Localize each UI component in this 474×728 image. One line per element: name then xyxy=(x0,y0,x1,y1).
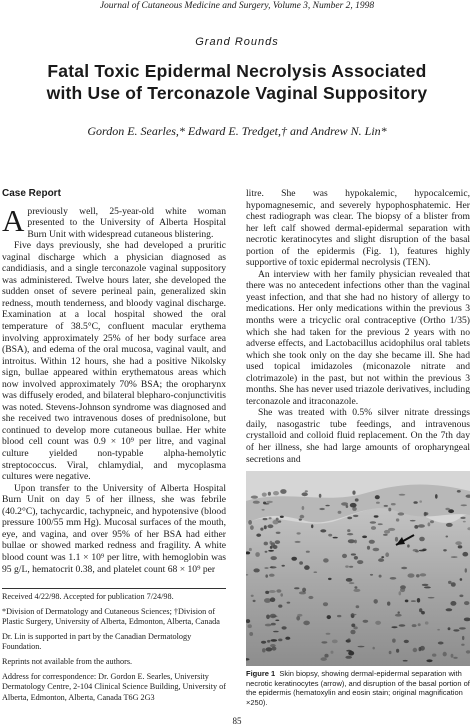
footnote-received: Received 4/22/98. Accepted for publication 7/24/98. xyxy=(2,592,174,601)
cell-nucleus xyxy=(321,641,327,643)
cell-nucleus xyxy=(416,574,420,577)
cell-nucleus xyxy=(371,526,376,530)
cell-nucleus xyxy=(297,532,301,534)
cell-nucleus xyxy=(278,605,282,608)
cell-nucleus xyxy=(438,642,444,645)
cell-nucleus xyxy=(311,524,313,528)
cell-nucleus xyxy=(448,627,451,630)
cell-nucleus xyxy=(347,533,353,535)
cell-nucleus xyxy=(306,551,310,553)
cell-nucleus xyxy=(265,551,268,553)
cell-nucleus xyxy=(350,614,356,616)
cell-nucleus xyxy=(388,528,395,531)
cell-nucleus xyxy=(446,536,449,538)
journal-header: Journal of Cutaneous Medicine and Surgery, Volume 3, Number 2, 1998 xyxy=(99,1,375,11)
cell-nucleus xyxy=(417,598,420,603)
cell-nucleus xyxy=(419,537,425,542)
cell-nucleus xyxy=(253,600,256,602)
cell-nucleus xyxy=(251,595,254,597)
cell-nucleus xyxy=(348,638,351,641)
cell-nucleus xyxy=(267,524,273,528)
cell-nucleus xyxy=(325,505,329,507)
cell-nucleus xyxy=(373,548,380,551)
cell-nucleus xyxy=(276,518,279,521)
cell-nucleus xyxy=(345,656,352,659)
case-report-heading: Case Report xyxy=(2,188,61,199)
cell-nucleus xyxy=(321,657,327,661)
cell-nucleus xyxy=(341,502,348,505)
cell-nucleus xyxy=(248,520,252,525)
cell-nucleus xyxy=(338,511,342,514)
paragraph-4: litre. She was hypokalemic, hypocalcemic, hypomagnesemic, and severely hypophosphatemic. Her chest radiograph was clear. The biopsy of a blister from her left calf showed dermal-epidermal separation with necrotic keratinocytes and slight disruption of the basal portion of the epidermis (Fig. 1), features highly supportive of toxic epidermal necrolysis (TEN). xyxy=(246,188,470,269)
cell-nucleus xyxy=(266,647,273,651)
title-line-2: with Use of Terconazole Vaginal Suppository xyxy=(46,83,428,103)
paragraph-1 xyxy=(2,202,226,241)
cell-nucleus xyxy=(253,501,260,504)
cell-nucleus xyxy=(450,601,456,606)
cell-nucleus xyxy=(464,601,469,605)
cell-nucleus xyxy=(356,605,360,608)
cell-nucleus xyxy=(369,540,375,544)
cell-nucleus xyxy=(451,582,456,587)
cell-nucleus xyxy=(460,578,463,581)
cell-nucleus xyxy=(387,602,390,606)
cell-nucleus xyxy=(451,556,458,558)
cell-nucleus xyxy=(398,611,400,613)
cell-nucleus xyxy=(453,657,457,659)
cell-nucleus xyxy=(327,615,331,619)
cell-nucleus xyxy=(400,588,405,592)
title-line-1: Fatal Toxic Epidermal Necrolysis Associated xyxy=(47,61,427,81)
cell-nucleus xyxy=(270,614,277,618)
cell-nucleus xyxy=(271,639,278,642)
cell-nucleus xyxy=(385,552,389,557)
cell-nucleus xyxy=(375,621,381,625)
cell-nucleus xyxy=(249,548,252,551)
cell-nucleus xyxy=(345,565,349,567)
cell-nucleus xyxy=(262,509,265,511)
cell-nucleus xyxy=(273,520,279,525)
cell-nucleus xyxy=(413,501,417,504)
cell-nucleus xyxy=(276,589,281,592)
cell-nucleus xyxy=(424,512,428,515)
cell-nucleus xyxy=(323,558,329,562)
cell-nucleus xyxy=(407,544,410,547)
cell-nucleus xyxy=(265,624,272,627)
cell-nucleus xyxy=(263,503,269,505)
cell-nucleus xyxy=(357,560,363,564)
cell-nucleus xyxy=(448,509,454,513)
cell-nucleus xyxy=(303,621,310,626)
cell-nucleus xyxy=(287,602,291,604)
cell-nucleus xyxy=(398,512,405,515)
cell-nucleus xyxy=(291,557,297,561)
cell-nucleus xyxy=(396,649,399,653)
cell-nucleus xyxy=(350,503,357,508)
cell-nucleus xyxy=(404,640,409,643)
cell-nucleus xyxy=(308,596,313,599)
cell-nucleus xyxy=(278,520,281,522)
paragraph-3: Upon transfer to the University of Alberta Hospital Burn Unit on day 5 of her illness, she was febrile (40.2°C), tachycardic, tachypneic, and hypotensive (blood pressure 100/55 mm Hg). Mucosal surfaces of the mouth, eye, and vagina, and over 95% of her BSA had either bullae or showed marked redness and fragility. A white blood count was 1.1 × 10⁹ per litre, with hemoglobin was 95 g/L, hematocrit 0.38, and platelet count 68 × 10⁹ per xyxy=(2,482,226,575)
cell-nucleus xyxy=(420,573,427,576)
cell-nucleus xyxy=(355,498,359,501)
cell-nucleus xyxy=(373,647,375,650)
cell-nucleus xyxy=(270,541,273,545)
left-column xyxy=(2,188,226,575)
cell-nucleus xyxy=(266,501,272,503)
figure-label: Figure 1 xyxy=(246,669,276,678)
cell-nucleus xyxy=(396,518,399,521)
cell-nucleus xyxy=(337,615,341,617)
cell-nucleus xyxy=(250,525,254,530)
cell-nucleus xyxy=(389,651,392,655)
footnotes xyxy=(2,592,226,707)
cell-nucleus xyxy=(269,574,275,577)
figure-caption xyxy=(246,669,470,707)
cell-nucleus xyxy=(378,558,384,562)
cell-nucleus xyxy=(267,640,270,643)
cell-nucleus xyxy=(374,515,379,517)
cell-nucleus xyxy=(351,624,355,628)
cell-nucleus xyxy=(370,574,373,576)
cell-nucleus xyxy=(278,639,282,642)
cell-nucleus xyxy=(384,505,388,507)
cell-nucleus xyxy=(351,553,356,555)
cell-nucleus xyxy=(328,578,332,580)
cell-nucleus xyxy=(418,623,421,626)
cell-nucleus xyxy=(458,545,463,548)
cell-nucleus xyxy=(425,621,429,624)
cell-nucleus xyxy=(272,647,277,651)
cell-nucleus xyxy=(285,637,290,640)
cell-nucleus xyxy=(378,523,383,525)
cell-nucleus xyxy=(260,528,263,531)
cell-nucleus xyxy=(408,573,415,577)
cell-nucleus xyxy=(300,515,305,519)
cell-nucleus xyxy=(248,624,252,628)
cell-nucleus xyxy=(270,597,275,602)
cell-nucleus xyxy=(430,520,434,523)
cell-nucleus xyxy=(428,522,431,526)
cell-nucleus xyxy=(265,591,269,594)
cell-nucleus xyxy=(370,521,376,524)
cell-nucleus xyxy=(401,567,407,570)
cell-nucleus xyxy=(419,647,422,651)
cell-nucleus xyxy=(375,495,380,499)
cell-nucleus xyxy=(455,541,462,545)
cell-nucleus xyxy=(362,536,367,539)
article-title xyxy=(0,60,474,104)
cell-nucleus xyxy=(269,517,272,519)
cell-nucleus xyxy=(319,508,325,510)
cell-nucleus xyxy=(352,491,355,495)
cell-nucleus xyxy=(273,631,279,633)
section-label: Grand Rounds xyxy=(195,36,279,48)
cell-nucleus xyxy=(395,537,398,542)
cell-nucleus xyxy=(411,600,416,602)
cell-nucleus xyxy=(451,654,454,658)
cell-nucleus xyxy=(461,644,464,646)
cell-nucleus xyxy=(280,593,283,596)
cell-nucleus xyxy=(302,492,308,496)
cell-nucleus xyxy=(410,520,416,522)
cell-nucleus xyxy=(264,567,268,569)
cell-nucleus xyxy=(457,490,461,493)
cell-nucleus xyxy=(326,633,331,635)
cell-nucleus xyxy=(376,502,380,504)
cell-nucleus xyxy=(275,540,280,544)
cell-nucleus xyxy=(299,561,303,565)
cell-nucleus xyxy=(418,524,425,528)
cell-nucleus xyxy=(249,632,253,636)
cell-nucleus xyxy=(331,651,334,654)
right-column xyxy=(246,188,470,465)
cell-nucleus xyxy=(269,590,276,593)
biopsy-micrograph xyxy=(246,471,470,666)
cell-nucleus xyxy=(367,546,370,550)
cell-nucleus xyxy=(268,492,271,496)
cell-nucleus xyxy=(268,550,274,552)
paragraph-6: She was treated with 0.5% silver nitrate dressings daily, nasogastric tube feedings, and intravenous crystalloid and colloid fluid replacement. On the 7th day of her illness, she had large amounts of oropharyngeal secretions and xyxy=(246,407,470,465)
cell-nucleus xyxy=(405,600,409,603)
cell-nucleus xyxy=(282,626,287,629)
cell-nucleus xyxy=(463,521,466,523)
cell-nucleus xyxy=(391,626,397,628)
cell-nucleus xyxy=(280,489,286,494)
cell-nucleus xyxy=(294,587,299,589)
cell-nucleus xyxy=(413,549,418,552)
cell-nucleus xyxy=(349,566,353,568)
cell-nucleus xyxy=(462,552,468,557)
cell-nucleus xyxy=(388,508,391,512)
cell-nucleus xyxy=(379,575,382,578)
cell-nucleus xyxy=(381,556,384,558)
cell-nucleus xyxy=(282,565,285,567)
cell-nucleus xyxy=(374,599,378,604)
cell-nucleus xyxy=(414,525,418,529)
cell-nucleus xyxy=(275,620,279,622)
cell-nucleus xyxy=(302,588,306,593)
cell-nucleus xyxy=(413,648,418,652)
cell-nucleus xyxy=(428,597,435,599)
cell-nucleus xyxy=(255,552,260,557)
cell-nucleus xyxy=(302,506,305,510)
cell-nucleus xyxy=(264,598,271,603)
figure-caption-text: Skin biopsy, showing dermal-epidermal separation with necrotic keratinocytes (arrow), and disruption of the basal portion of the epidermis (hematoxylin and eosin stain; original magnification ×250). xyxy=(246,669,470,707)
footnote-divider xyxy=(2,588,226,589)
cell-nucleus xyxy=(319,494,322,498)
cell-nucleus xyxy=(299,519,302,521)
cell-nucleus xyxy=(265,574,268,577)
cell-nucleus xyxy=(264,542,268,546)
footnote-affiliations: *Division of Dermatology and Cutaneous Sciences; †Division of Plastic Surgery, University of Alberta, Edmonton, Alberta, Canada xyxy=(2,606,220,627)
cell-nucleus xyxy=(347,517,352,520)
cell-nucleus xyxy=(333,537,338,539)
cell-nucleus xyxy=(422,584,429,586)
cell-nucleus xyxy=(426,659,432,662)
cell-nucleus xyxy=(280,516,284,518)
cell-nucleus xyxy=(261,641,266,644)
cell-nucleus xyxy=(358,646,365,648)
cell-nucleus xyxy=(305,490,308,492)
cell-nucleus xyxy=(354,556,358,560)
paragraph-5: An interview with her family physician revealed that there was no antecedent infections other than the vaginal yeast infection, and that she had no history of allergy to medications. Her only medications within the previous 3 months were a tricyclic oral contraceptive (Ortho 1/35) which she had taken for the previous 2 years with no adverse effects, and Lactobacillus acidophilus oral tablets which she took only on the day she became ill. She had used topical imidazoles (miconazole nitrate and clotrimazole) in the past, but not within the previous 3 months. She has never used triazole derivatives, including terconazole and itraconazole. xyxy=(246,268,470,407)
cell-nucleus xyxy=(459,627,466,629)
paragraph-1-text: previously well, 25-year-old white woman presented to the University of Alberta Hospital Burn Unit with widespread cutaneous blistering. xyxy=(27,205,226,240)
cell-nucleus xyxy=(346,650,352,652)
cell-nucleus xyxy=(332,640,338,644)
cell-nucleus xyxy=(462,636,464,640)
page-number: 85 xyxy=(232,716,242,726)
cell-nucleus xyxy=(460,517,465,519)
cell-nucleus xyxy=(459,595,463,598)
cell-nucleus xyxy=(399,624,406,626)
cell-nucleus xyxy=(435,494,438,499)
author-list: Gordon E. Searles,* Edward E. Tredget,† and Andrew N. Lin* xyxy=(87,124,387,138)
cell-nucleus xyxy=(264,525,267,529)
cell-nucleus xyxy=(446,523,453,527)
cell-nucleus xyxy=(432,654,436,657)
footnote-support: Dr. Lin is supported in part by the Canadian Dermatology Foundation. xyxy=(2,631,192,652)
cell-nucleus xyxy=(342,554,347,558)
cell-nucleus xyxy=(262,493,267,497)
cell-nucleus xyxy=(419,500,422,502)
cell-nucleus xyxy=(419,608,422,612)
cell-nucleus xyxy=(256,534,261,537)
cell-nucleus xyxy=(399,591,402,595)
drop-cap: A xyxy=(2,202,25,238)
cell-nucleus xyxy=(297,614,302,617)
cell-nucleus xyxy=(443,549,447,551)
cell-nucleus xyxy=(314,571,318,573)
dermis-layer xyxy=(246,507,470,666)
footnote-correspondence: Address for correspondence: Dr. Gordon E. Searles, University Dermatology Centre, 2-104 Clinical Science Building, University of Alberta, Edmonton, Alberta, Canada T6G 2G3 xyxy=(2,671,226,702)
cell-nucleus xyxy=(446,608,453,611)
cell-nucleus xyxy=(383,534,388,536)
cell-nucleus xyxy=(465,568,467,572)
cell-nucleus xyxy=(354,586,357,588)
cell-nucleus xyxy=(453,629,459,631)
cell-nucleus xyxy=(263,518,268,520)
cell-nucleus xyxy=(320,529,326,532)
cell-nucleus xyxy=(273,491,279,495)
micrograph-image xyxy=(246,471,470,666)
paragraph-2: Five days previously, she had developed a pruritic vaginal discharge which a physician diagnosed as candidiasis, and a single terconazole vaginal suppository was administered. Twelve hours later, she developed the sudden onset of severe perineal pain, generalized skin redness, mouth tenderness, and bloody vaginal discharge. Examination at a local hospital showed the oral temperature of 38.5°C, confluent macular erythema involving approximately 25% of her body surface area (BSA), and edema of the oral mucosa, vaginal vault, and introitus. Within 12 hours, she had a positive Nikolsky sign, bullae appeared within erythematous areas which now involved approximately 70% BSA; the oropharynx was diffusely eroded, and bilateral blepharo-conjunctivitis was noted. Stevens-Johnson syndrome was diagnosed and she received two intravenous doses of prednisolone, but continued to develop more cutaneous bullae. Her white blood cell count was 0.9 × 10⁹ per litre, and vaginal culture yielded non-typable alpha-hemolytic streptococcus. Viral, chlamydial, and mycoplasma cultures were negative. xyxy=(2,240,226,483)
cell-nucleus xyxy=(392,639,396,643)
cell-nucleus xyxy=(251,496,258,499)
cell-nucleus xyxy=(443,652,447,657)
cell-nucleus xyxy=(403,660,408,662)
cell-nucleus xyxy=(363,620,369,623)
cell-nucleus xyxy=(354,540,357,544)
cell-nucleus xyxy=(253,568,259,572)
cell-nucleus xyxy=(324,654,328,658)
cell-nucleus xyxy=(348,539,355,543)
footnote-reprints: Reprints not available from the authors. xyxy=(2,656,133,666)
cell-nucleus xyxy=(350,630,355,635)
cell-nucleus xyxy=(271,556,277,560)
cell-nucleus xyxy=(349,582,355,584)
cell-nucleus xyxy=(328,534,332,537)
cell-nucleus xyxy=(295,541,301,543)
cell-nucleus xyxy=(390,577,397,580)
cell-nucleus xyxy=(271,623,276,626)
cell-nucleus xyxy=(270,566,272,568)
cell-nucleus xyxy=(346,578,353,582)
cell-nucleus xyxy=(270,644,276,647)
cell-nucleus xyxy=(304,565,310,570)
cell-nucleus xyxy=(395,614,402,617)
cell-nucleus xyxy=(461,504,467,506)
cell-nucleus xyxy=(419,550,426,552)
cell-nucleus xyxy=(262,648,266,652)
cell-nucleus xyxy=(412,624,417,627)
cell-nucleus xyxy=(347,529,350,532)
cell-nucleus xyxy=(266,615,270,620)
cell-nucleus xyxy=(399,494,406,496)
cell-nucleus xyxy=(437,629,440,631)
cell-nucleus xyxy=(352,507,357,511)
cell-nucleus xyxy=(391,503,396,505)
cell-nucleus xyxy=(353,515,358,517)
cell-nucleus xyxy=(353,589,360,592)
cell-nucleus xyxy=(276,532,281,534)
cell-nucleus xyxy=(323,602,328,606)
cell-nucleus xyxy=(424,586,431,588)
